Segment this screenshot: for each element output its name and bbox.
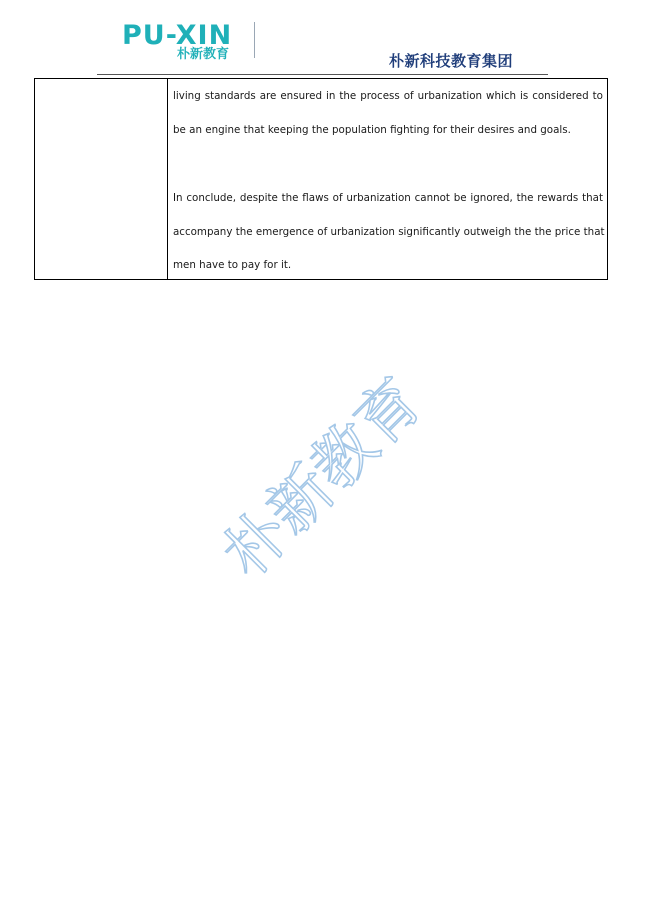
logo-divider	[254, 22, 255, 58]
company-name: 朴新科技教育集团	[389, 52, 514, 70]
table-left-cell	[35, 79, 168, 279]
paragraph2-line2: accompany the emergence of urbanization significantly outweigh the the price that	[173, 226, 605, 238]
logo-wordmark: PU-XIN	[122, 20, 233, 51]
paragraph2-line3: men have to pay for it.	[173, 259, 292, 271]
puxin-logo	[122, 20, 262, 62]
logo-subtext: 朴新教育	[177, 47, 230, 62]
paragraph2-line1: In conclude, despite the flaws of urbanization cannot be ignored, the rewards that	[173, 192, 603, 204]
header-rule	[97, 74, 548, 75]
watermark	[205, 360, 445, 600]
paragraph1-line1: living standards are ensured in the process of urbanization which is considered to	[173, 90, 603, 102]
watermark-text: 朴新教育	[209, 364, 437, 592]
essay-table	[34, 78, 608, 280]
paragraph1-line2: be an engine that keeping the population fighting for their desires and goals.	[173, 124, 571, 136]
